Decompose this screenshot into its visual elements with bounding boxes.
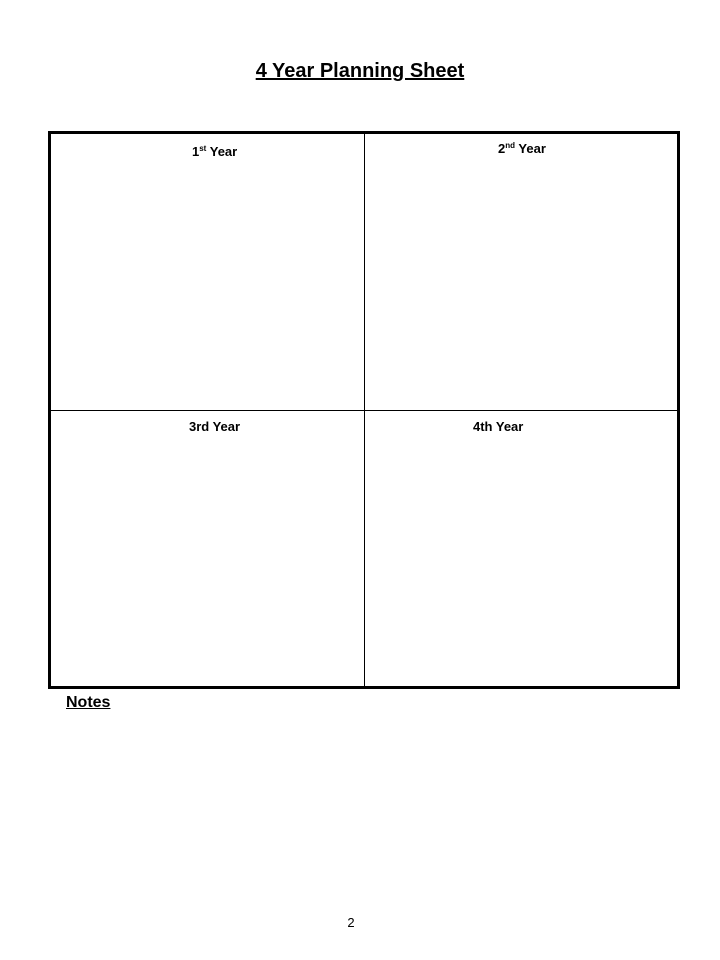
planning-grid <box>48 131 680 689</box>
page-title: 4 Year Planning Sheet <box>255 60 465 82</box>
year-4-label: 4th Year <box>473 419 524 434</box>
year-2-label: 2nd Year <box>498 141 546 156</box>
year-1-label: 1st Year <box>192 144 238 159</box>
year-3-box[interactable] <box>51 411 364 687</box>
year-1-box[interactable] <box>51 134 364 410</box>
year-2-box[interactable] <box>365 134 678 410</box>
page-number: 2 <box>347 915 355 930</box>
notes-heading: Notes <box>66 694 111 711</box>
year-3-label: 3rd Year <box>189 419 241 434</box>
year-4-box[interactable] <box>365 411 678 687</box>
